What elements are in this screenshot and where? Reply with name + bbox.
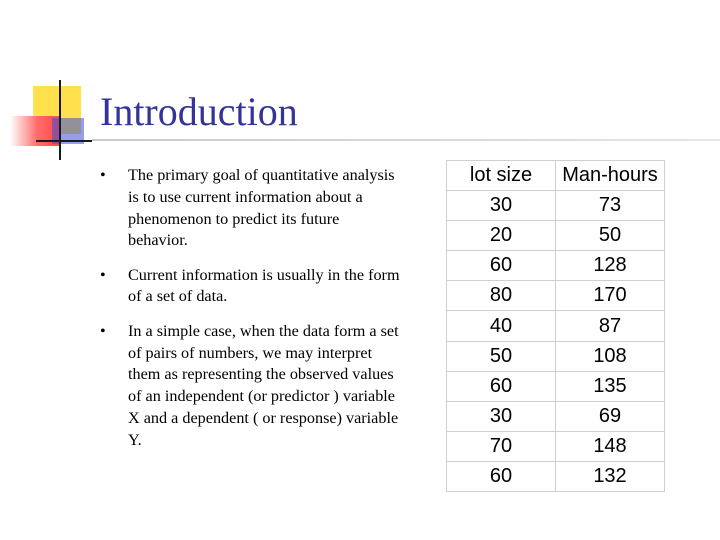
lot-size-cell: 60 [447,371,556,401]
man-hours-cell: 73 [556,191,665,221]
bullet-text: Current information is usually in the form of a set of data. [128,265,400,306]
lot-size-cell: 40 [447,311,556,341]
table-row [447,191,665,221]
man-hours-cell: 69 [556,401,665,431]
man-hours-cell: 108 [556,341,665,371]
bullet-item [100,265,400,309]
bullet-icon: • [100,265,106,284]
slide-title: Introduction [100,89,298,134]
table-row [447,431,665,461]
man-hours-cell: 87 [556,311,665,341]
bullet-text: The primary goal of quantitative analysis is to use current information about a phenomenon to predict its future behavior. [128,166,395,250]
table-row [447,341,665,371]
lot-size-cell: 70 [447,431,556,461]
lot-size-cell: 60 [447,251,556,281]
man-hours-cell: 132 [556,461,665,491]
man-hours-cell: 170 [556,281,665,311]
table-row [447,401,665,431]
bullet-list [100,165,400,464]
man-hours-cell: 135 [556,371,665,401]
lot-size-cell: 20 [447,221,556,251]
bullet-item [100,165,400,252]
logo-horizontal-line [36,140,92,142]
lot-size-cell: 50 [447,341,556,371]
lot-size-cell: 80 [447,281,556,311]
lot-size-cell: 30 [447,191,556,221]
table-header-row [447,161,665,191]
title-divider [92,139,720,141]
lot-size-cell: 60 [447,461,556,491]
man-hours-cell: 148 [556,431,665,461]
table-row [447,251,665,281]
table-row [447,311,665,341]
data-table [446,160,665,492]
table-row [447,371,665,401]
table-row [447,281,665,311]
table-row [447,221,665,251]
logo-vertical-line [59,80,61,160]
column-header-man-hours: Man-hours [556,161,665,191]
bullet-text: In a simple case, when the data form a set of pairs of numbers, we may interpret them as representing the observed values of an independent (or predictor ) variable X and a dependent ( or response) variable Y. [128,321,399,449]
bullet-icon: • [100,166,106,184]
bullet-item [100,321,400,452]
man-hours-cell: 128 [556,251,665,281]
lot-size-cell: 30 [447,401,556,431]
column-header-lot-size: lot size [447,161,556,191]
bullet-icon: • [100,321,106,340]
man-hours-cell: 50 [556,221,665,251]
table-row [447,461,665,491]
